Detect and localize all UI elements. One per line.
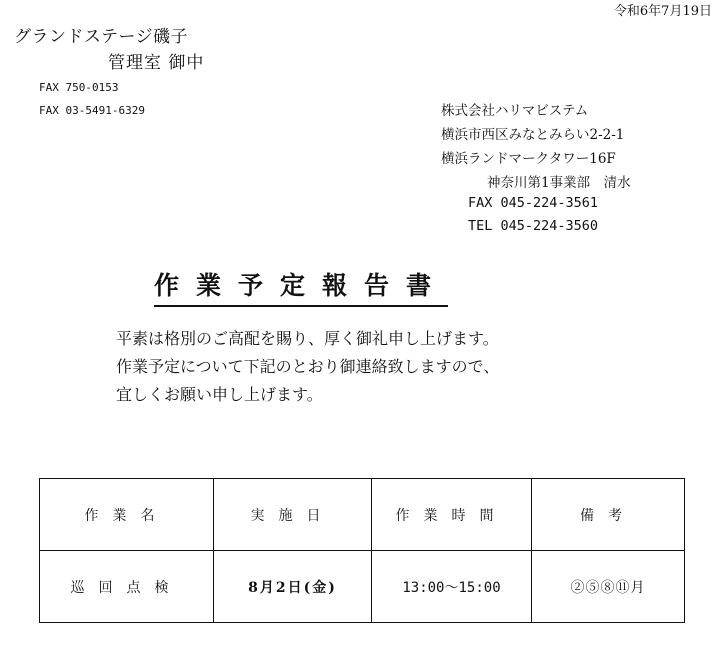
cell-date: 8月2日(金) — [214, 551, 372, 623]
sender-building: 横浜ランドマークタワー16F — [441, 151, 616, 167]
recipient-office: 管理室 御中 — [108, 53, 205, 73]
table-row — [40, 551, 685, 623]
body-line-2: 作業予定について下記のとおり御連絡致しますので、 — [116, 357, 500, 376]
sender-department: 神奈川第1事業部 清水 — [487, 175, 631, 191]
recipient-fax-1: FAX 750-0153 — [39, 81, 119, 94]
sender-tel: TEL 045-224-3560 — [468, 218, 599, 234]
sender-company: 株式会社ハリマビステム — [441, 103, 589, 119]
table-header-row — [40, 479, 685, 551]
body-line-1: 平素は格別のご高配を賜り、厚く御礼申し上げます。 — [116, 329, 499, 348]
cell-time: 13:00～15:00 — [372, 551, 532, 623]
recipient-name: グランドステージ磯子 — [14, 27, 189, 47]
header-date: 実施日 — [214, 479, 372, 551]
cell-work-name: 巡回点検 — [40, 551, 214, 623]
body-line-3: 宜しくお願い申し上げます。 — [116, 385, 323, 404]
recipient-fax-2: FAX 03-5491-6329 — [39, 104, 145, 117]
sender-address: 横浜市西区みなとみらい2-2-1 — [441, 127, 625, 143]
header-remarks: 備考 — [532, 479, 685, 551]
document-date: 令和6年7月19日 — [613, 4, 712, 19]
sender-fax: FAX 045-224-3561 — [468, 195, 599, 211]
work-schedule-table — [39, 478, 685, 623]
header-time: 作業時間 — [372, 479, 532, 551]
header-work-name: 作業名 — [40, 479, 214, 551]
document-title: 作業予定報告書 — [154, 266, 448, 307]
cell-remarks: ②⑤⑧⑪月 — [532, 551, 685, 623]
